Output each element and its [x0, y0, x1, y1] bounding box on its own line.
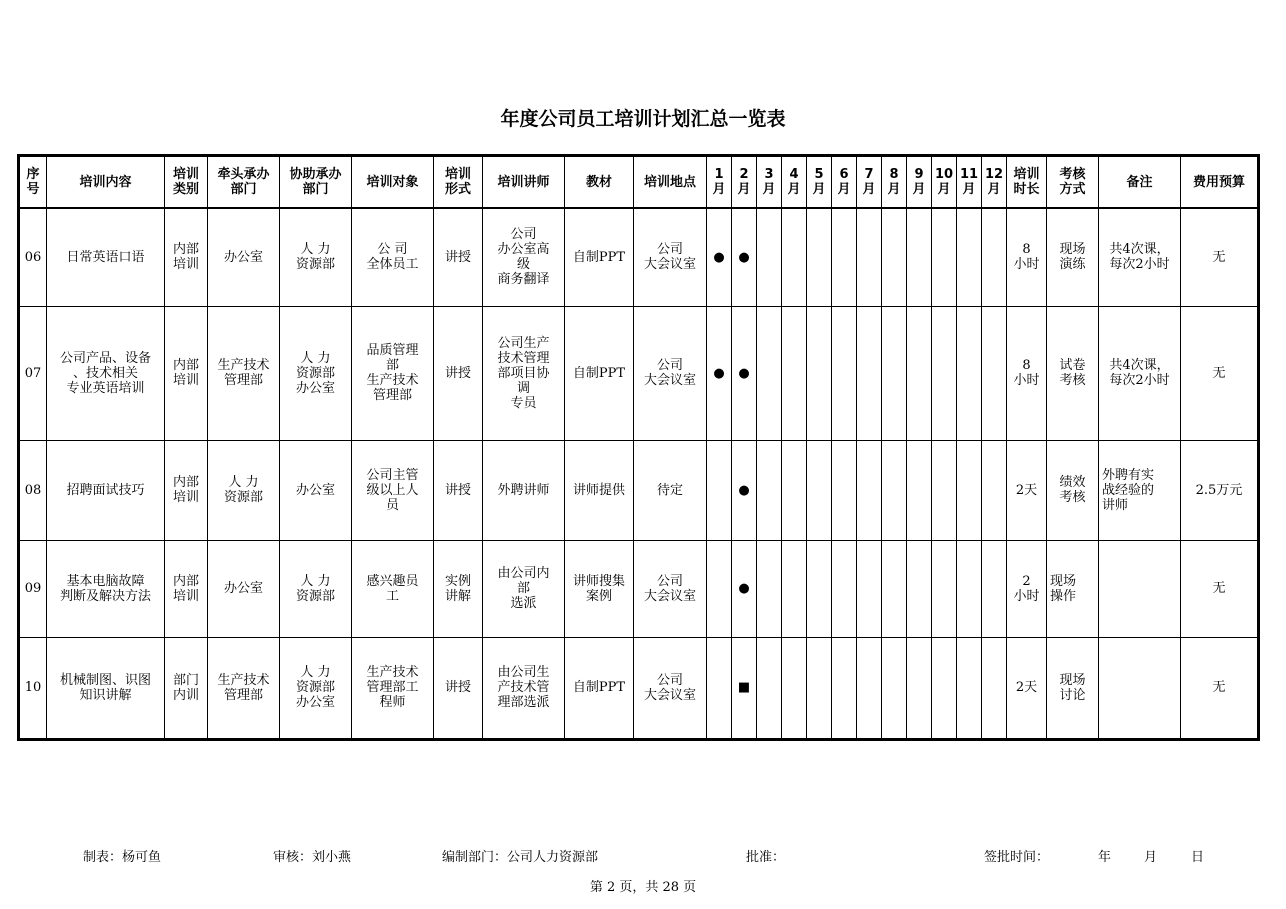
- cell-assist-dept: 人 力 资源部: [280, 208, 352, 306]
- month-mark: ●: [732, 208, 757, 306]
- footer-month: 月: [1144, 850, 1158, 865]
- cell-seq: 10: [19, 637, 47, 739]
- month-mark: [982, 208, 1007, 306]
- header-audience: 培训对象: [352, 156, 434, 209]
- cell-material: 讲师搜集 案例: [565, 540, 634, 637]
- header-duration: 培训 时长: [1007, 156, 1047, 209]
- month-mark: [932, 208, 957, 306]
- month-mark: [982, 440, 1007, 540]
- cell-lead-dept: 办公室: [208, 540, 280, 637]
- table-row: [19, 540, 1259, 637]
- cell-location: 待定: [634, 440, 707, 540]
- header-month-3: 3 月: [757, 156, 782, 209]
- footer-approve-time: 签批时间：: [984, 850, 1050, 865]
- cell-assist-dept: 办公室: [280, 440, 352, 540]
- month-mark: [882, 306, 907, 440]
- month-mark: [982, 540, 1007, 637]
- header-month-11: 11 月: [957, 156, 982, 209]
- cell-note: 外聘有实 战经验的 讲师: [1099, 440, 1181, 540]
- cell-duration: 8 小时: [1007, 306, 1047, 440]
- cell-form: 讲授: [434, 637, 483, 739]
- cell-audience: 生产技术 管理部工 程师: [352, 637, 434, 739]
- month-mark: [857, 540, 882, 637]
- month-mark: [857, 637, 882, 739]
- month-mark: [857, 208, 882, 306]
- cell-lead-dept: 人 力 资源部: [208, 440, 280, 540]
- cell-location: 公司 大会议室: [634, 637, 707, 739]
- header-month-9: 9 月: [907, 156, 932, 209]
- month-mark: [807, 440, 832, 540]
- month-mark: [832, 306, 857, 440]
- month-mark: [782, 540, 807, 637]
- cell-note: 共4次课， 每次2小时: [1099, 208, 1181, 306]
- month-mark: [807, 306, 832, 440]
- header-category: 培训 类别: [165, 156, 208, 209]
- month-mark: [707, 440, 732, 540]
- cell-assessment: 现场 讨论: [1047, 637, 1099, 739]
- month-mark: [782, 306, 807, 440]
- header-month-6: 6 月: [832, 156, 857, 209]
- header-month-10: 10 月: [932, 156, 957, 209]
- page-number: 第 2 页，共 28 页: [589, 880, 697, 895]
- cell-location: 公司 大会议室: [634, 306, 707, 440]
- cell-lead-dept: 生产技术 管理部: [208, 637, 280, 739]
- month-mark: [882, 208, 907, 306]
- cell-content: 公司产品、设备 、技术相关 专业英语培训: [47, 306, 165, 440]
- month-mark: [757, 637, 782, 739]
- month-mark: [957, 208, 982, 306]
- cell-budget: 无: [1181, 208, 1259, 306]
- header-month-8: 8 月: [882, 156, 907, 209]
- header-form: 培训 形式: [434, 156, 483, 209]
- month-mark: [782, 208, 807, 306]
- header-month-12: 12 月: [982, 156, 1007, 209]
- cell-seq: 08: [19, 440, 47, 540]
- month-mark: [982, 306, 1007, 440]
- month-mark: [957, 306, 982, 440]
- header-assessment: 考核 方式: [1047, 156, 1099, 209]
- cell-assist-dept: 人 力 资源部 办公室: [280, 637, 352, 739]
- training-plan-table: [17, 154, 1260, 741]
- cell-lead-dept: 生产技术 管理部: [208, 306, 280, 440]
- month-mark: [757, 440, 782, 540]
- cell-budget: 无: [1181, 637, 1259, 739]
- cell-form: 讲授: [434, 208, 483, 306]
- month-mark: [857, 306, 882, 440]
- month-mark: [857, 440, 882, 540]
- header-content: 培训内容: [47, 156, 165, 209]
- cell-duration: 2 小时: [1007, 540, 1047, 637]
- header-location: 培训地点: [634, 156, 707, 209]
- cell-audience: 品质管理 部 生产技术 管理部: [352, 306, 434, 440]
- cell-assist-dept: 人 力 资源部 办公室: [280, 306, 352, 440]
- header-note: 备注: [1099, 156, 1181, 209]
- month-mark: [932, 540, 957, 637]
- footer-approve: 批准：: [746, 850, 786, 865]
- cell-seq: 09: [19, 540, 47, 637]
- header-month-2: 2 月: [732, 156, 757, 209]
- footer-dept: 编制部门：公司人力资源部: [442, 850, 599, 865]
- cell-category: 内部 培训: [165, 440, 208, 540]
- cell-assessment: 现场 操作: [1047, 540, 1099, 637]
- footer-day: 日: [1191, 850, 1205, 865]
- header-lecturer: 培训讲师: [483, 156, 565, 209]
- cell-seq: 06: [19, 208, 47, 306]
- cell-location: 公司 大会议室: [634, 540, 707, 637]
- month-mark: [957, 440, 982, 540]
- cell-assessment: 绩效 考核: [1047, 440, 1099, 540]
- cell-lead-dept: 办公室: [208, 208, 280, 306]
- month-mark: [832, 440, 857, 540]
- cell-audience: 公司主管 级以上人 员: [352, 440, 434, 540]
- footer-year: 年: [1098, 850, 1112, 865]
- page-title: 年度公司员工培训计划汇总一览表: [500, 108, 786, 130]
- cell-assessment: 试卷 考核: [1047, 306, 1099, 440]
- cell-form: 实例 讲解: [434, 540, 483, 637]
- footer-maker: 制表：杨可鱼: [83, 850, 162, 865]
- month-mark: ●: [732, 440, 757, 540]
- cell-seq: 07: [19, 306, 47, 440]
- month-mark: [757, 540, 782, 637]
- header-row: [19, 156, 1259, 209]
- cell-location: 公司 大会议室: [634, 208, 707, 306]
- month-mark: ●: [732, 540, 757, 637]
- month-mark: [707, 637, 732, 739]
- cell-material: 自制PPT: [565, 208, 634, 306]
- cell-category: 内部 培训: [165, 540, 208, 637]
- month-mark: ●: [707, 208, 732, 306]
- cell-budget: 2.5万元: [1181, 440, 1259, 540]
- month-mark: [807, 637, 832, 739]
- cell-category: 部门 内训: [165, 637, 208, 739]
- header-assist-dept: 协助承办 部门: [280, 156, 352, 209]
- month-mark: ■: [732, 637, 757, 739]
- month-mark: [882, 637, 907, 739]
- month-mark: [882, 540, 907, 637]
- cell-duration: 8 小时: [1007, 208, 1047, 306]
- header-month-4: 4 月: [782, 156, 807, 209]
- cell-content: 日常英语口语: [47, 208, 165, 306]
- cell-audience: 公 司 全体员工: [352, 208, 434, 306]
- cell-form: 讲授: [434, 440, 483, 540]
- month-mark: [907, 540, 932, 637]
- table-row: [19, 637, 1259, 739]
- header-lead-dept: 牵头承办 部门: [208, 156, 280, 209]
- cell-lecturer: 公司生产 技术管理 部项目协 调 专员: [483, 306, 565, 440]
- month-mark: [907, 208, 932, 306]
- month-mark: [832, 208, 857, 306]
- cell-category: 内部 培训: [165, 306, 208, 440]
- cell-note: [1099, 540, 1181, 637]
- header-seq: 序 号: [19, 156, 47, 209]
- cell-category: 内部 培训: [165, 208, 208, 306]
- header-material: 教材: [565, 156, 634, 209]
- cell-material: 讲师提供: [565, 440, 634, 540]
- cell-lecturer: 由公司内 部 选派: [483, 540, 565, 637]
- month-mark: [807, 540, 832, 637]
- cell-form: 讲授: [434, 306, 483, 440]
- table-row: [19, 208, 1259, 306]
- table-row: [19, 306, 1259, 440]
- month-mark: [907, 306, 932, 440]
- month-mark: [932, 306, 957, 440]
- cell-note: 共4次课， 每次2小时: [1099, 306, 1181, 440]
- cell-material: 自制PPT: [565, 306, 634, 440]
- cell-duration: 2天: [1007, 637, 1047, 739]
- cell-note: [1099, 637, 1181, 739]
- month-mark: [957, 637, 982, 739]
- month-mark: [907, 440, 932, 540]
- cell-duration: 2天: [1007, 440, 1047, 540]
- header-month-5: 5 月: [807, 156, 832, 209]
- cell-content: 基本电脑故障 判断及解决方法: [47, 540, 165, 637]
- month-mark: [832, 540, 857, 637]
- month-mark: ●: [732, 306, 757, 440]
- month-mark: [757, 208, 782, 306]
- month-mark: [782, 440, 807, 540]
- month-mark: [957, 540, 982, 637]
- header-month-1: 1 月: [707, 156, 732, 209]
- month-mark: [757, 306, 782, 440]
- footer-reviewer: 审核：刘小燕: [273, 850, 352, 865]
- month-mark: [807, 208, 832, 306]
- cell-lecturer: 外聘讲师: [483, 440, 565, 540]
- cell-material: 自制PPT: [565, 637, 634, 739]
- cell-assist-dept: 人 力 资源部: [280, 540, 352, 637]
- month-mark: ●: [707, 306, 732, 440]
- cell-budget: 无: [1181, 540, 1259, 637]
- month-mark: [832, 637, 857, 739]
- header-month-7: 7 月: [857, 156, 882, 209]
- month-mark: [707, 540, 732, 637]
- month-mark: [782, 637, 807, 739]
- cell-content: 招聘面试技巧: [47, 440, 165, 540]
- cell-lecturer: 公司 办公室高 级 商务翻译: [483, 208, 565, 306]
- cell-budget: 无: [1181, 306, 1259, 440]
- cell-audience: 感兴趣员 工: [352, 540, 434, 637]
- header-budget: 费用预算: [1181, 156, 1259, 209]
- month-mark: [882, 440, 907, 540]
- month-mark: [932, 440, 957, 540]
- cell-content: 机械制图、识图 知识讲解: [47, 637, 165, 739]
- cell-assessment: 现场 演练: [1047, 208, 1099, 306]
- cell-lecturer: 由公司生 产技术管 理部选派: [483, 637, 565, 739]
- month-mark: [932, 637, 957, 739]
- month-mark: [907, 637, 932, 739]
- table-row: [19, 440, 1259, 540]
- month-mark: [982, 637, 1007, 739]
